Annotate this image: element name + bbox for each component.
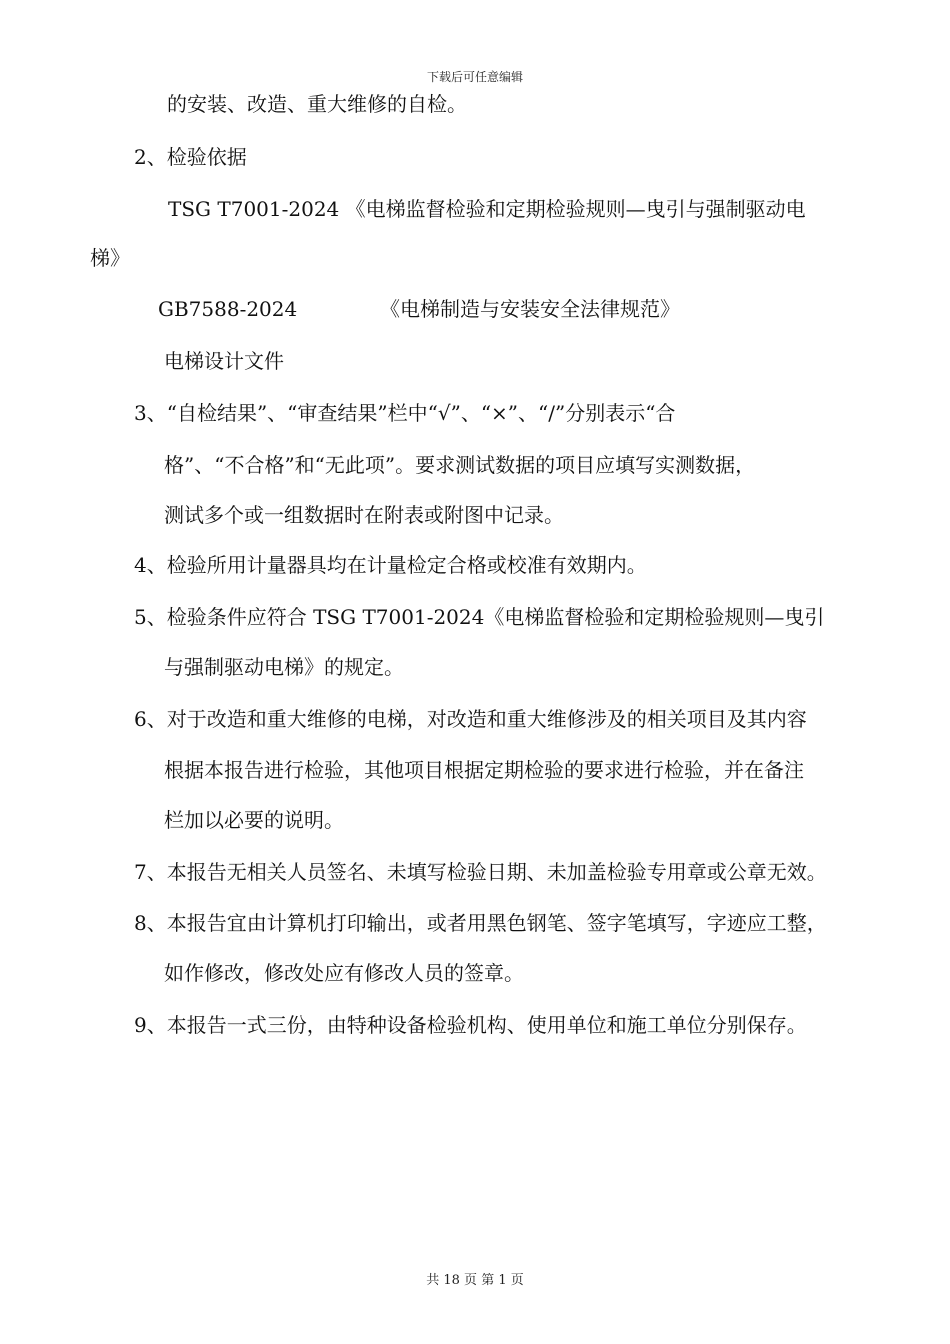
text-line: 与强制驱动电梯》的规定。: [164, 655, 404, 679]
text-line: TSG T7001-2024 《电梯监督检验和定期检验规则—曳引与强制驱动电: [168, 197, 806, 221]
page-header: 下载后可任意编辑: [426, 70, 523, 84]
text-line: 4、检验所用计量器具均在计量检定合格或校准有效期内。: [134, 553, 647, 577]
text-line: 6、对于改造和重大维修的电梯，对改造和重大维修涉及的相关项目及其内容: [134, 707, 807, 731]
text-line: 8、本报告宜由计算机打印输出，或者用黑色钢笔、签字笔填写，字迹应工整，: [134, 911, 827, 935]
text-line: 测试多个或一组数据时在附表或附图中记录。: [164, 503, 564, 527]
text-line: 7、本报告无相关人员签名、未填写检验日期、未加盖检验专用章或公章无效。: [134, 860, 827, 884]
text-line: 栏加以必要的说明。: [164, 808, 344, 832]
text-line: 9、本报告一式三份，由特种设备检验机构、使用单位和施工单位分别保存。: [134, 1013, 807, 1037]
text-line: 梯》: [90, 246, 130, 270]
standard-title: 《电梯制造与安装安全法律规范》: [380, 297, 680, 321]
standard-code: GB7588-2024: [158, 297, 298, 321]
section-heading: 2、检验依据: [134, 145, 247, 169]
text-line: 格”、“不合格”和“无此项”。要求测试数据的项目应填写实测数据，: [164, 453, 756, 477]
text-line: 电梯设计文件: [164, 349, 284, 373]
text-line: 的安装、改造、重大维修的自检。: [167, 92, 467, 116]
page-footer: 共 18 页 第 1 页: [426, 1273, 524, 1288]
text-line: 如作修改，修改处应有修改人员的签章。: [164, 961, 524, 985]
text-line: 根据本报告进行检验，其他项目根据定期检验的要求进行检验，并在备注: [164, 758, 804, 782]
text-line: 3、“自检结果”、“审查结果”栏中“√”、“×”、“/”分别表示“合: [134, 401, 676, 425]
text-line: 5、检验条件应符合 TSG T7001-2024《电梯监督检验和定期检验规则—曳引: [134, 605, 825, 629]
